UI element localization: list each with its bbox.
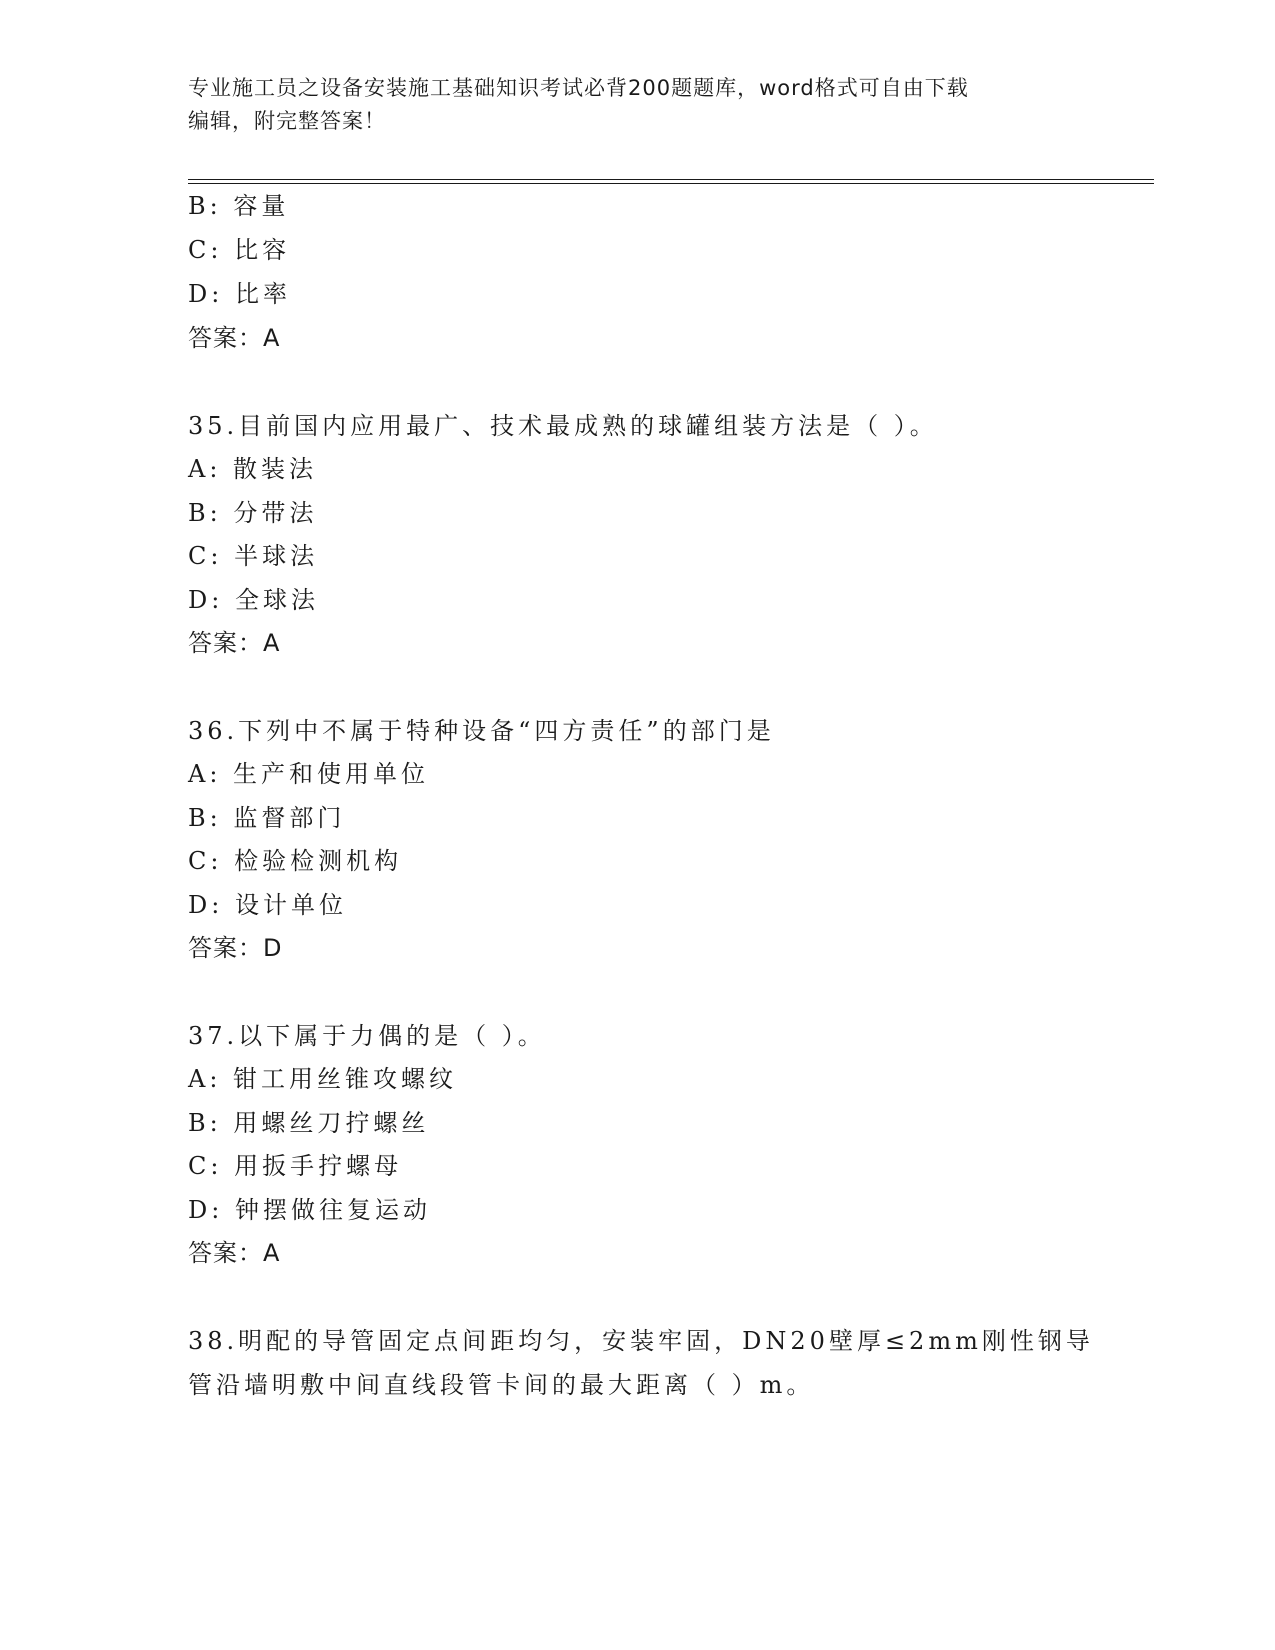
q38-question-line-2: 管沿墙明敷中间直线段管卡间的最大距离（ ）m。 [188, 1371, 815, 1399]
q37-question: 37.以下属于力偶的是（ ）。 [188, 1022, 546, 1050]
q36-option-a: A: 生产和使用单位 [188, 760, 430, 788]
q37-option-d: D: 钟摆做往复运动 [188, 1196, 431, 1224]
q36-option-d: D: 设计单位 [188, 891, 347, 919]
q35-option-c: C: 半球法 [188, 542, 319, 570]
q36-option-c: C: 检验检测机构 [188, 847, 403, 875]
header-line-1: 专业施工员之设备安装施工基础知识考试必背200题题库，word格式可自由下载 [188, 76, 969, 100]
q35-option-d: D: 全球法 [188, 586, 319, 614]
q37-option-b: B: 用螺丝刀拧螺丝 [188, 1109, 430, 1137]
q37-option-a: A: 钳工用丝锥攻螺纹 [188, 1065, 458, 1093]
q35-answer: 答案：A [188, 629, 281, 657]
q35-option-a: A: 散装法 [188, 455, 318, 483]
q34-option-b: B: 容量 [188, 192, 290, 220]
header-line-2: 编辑，附完整答案！ [188, 109, 386, 133]
q34-option-c: C: 比容 [188, 236, 291, 264]
q38-question-line-1: 38.明配的导管固定点间距均匀，安装牢固，DN20壁厚≤2mm刚性钢导 [188, 1327, 1094, 1355]
q36-question: 36.下列中不属于特种设备“四方责任”的部门是 [188, 717, 775, 745]
q35-question: 35.目前国内应用最广、技术最成熟的球罐组装方法是（ ）。 [188, 412, 938, 440]
document-header [188, 72, 1088, 138]
header-divider [188, 179, 1154, 184]
q37-answer: 答案：A [188, 1239, 281, 1267]
q34-answer: 答案：A [188, 324, 281, 352]
q37-option-c: C: 用扳手拧螺母 [188, 1152, 403, 1180]
q36-option-b: B: 监督部门 [188, 804, 346, 832]
q35-option-b: B: 分带法 [188, 499, 318, 527]
q34-option-d: D: 比率 [188, 280, 291, 308]
q36-answer: 答案：D [188, 934, 283, 962]
